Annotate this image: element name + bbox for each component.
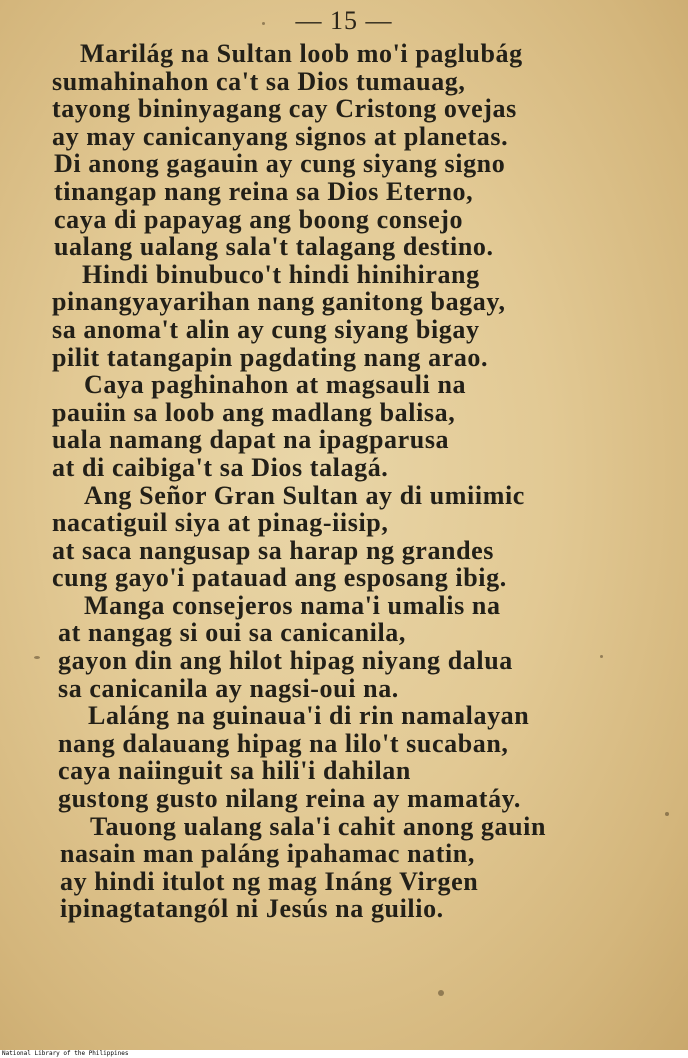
poem-line: caya naiinguit sa hili'i dahilan (58, 756, 411, 786)
poem-line: Tauong ualang sala'i cahit anong gauin (90, 811, 547, 841)
stanza (52, 261, 672, 371)
paper-speck (438, 990, 444, 996)
poem-line: ay may canicanyang signos at planetas. (52, 121, 509, 151)
poem-line: caya di papayag ang boong consejo (54, 204, 464, 234)
poem-line: nacatiguil siya at pinag-iisip, (52, 508, 389, 538)
poem-line: pauiin sa loob ang madlang balisa, (52, 397, 456, 427)
poem-line: nang dalauang hipag na lilo't sucaban, (58, 728, 509, 758)
poem-line: gustong gusto nilang reina ay mamatáy. (58, 784, 521, 814)
poem-line: tinangap nang reina sa Dios Eterno, (54, 176, 474, 206)
library-credit: National Library of the Philippines (2, 1050, 129, 1057)
paper-speck (262, 22, 265, 25)
poem-line: Manga consejeros nama'i umalis na (84, 590, 501, 620)
poem-line: Ang Señor Gran Sultan ay di umiimic (84, 480, 525, 510)
poem-line: tayong bininyagang cay Cristong ovejas (52, 94, 517, 124)
poem-line: ualang ualang sala't talagang destino. (54, 232, 494, 262)
poem-line: at di caibiga't sa Dios talagá. (52, 452, 389, 482)
poem-line: pinangyayarihan nang ganitong bagay, (52, 287, 506, 317)
poem-line: Di anong gagauin ay cung siyang signo (54, 149, 506, 179)
poem-line: ay hindi itulot ng mag Ináng Virgen (60, 866, 479, 896)
poem-line: uala namang dapat na ipagparusa (52, 425, 450, 455)
paper-speck (665, 812, 669, 816)
poem-line: at nangag si oui sa canicanila, (58, 618, 406, 648)
poem-line: nasain man paláng ipahamac natin, (60, 839, 475, 869)
paper-speck (34, 656, 40, 659)
page-number: — 15 — (295, 6, 393, 35)
poem-line: Hindi binubuco't hindi hinihirang (82, 259, 480, 289)
poem-line: ipinagtatangól ni Jesús na guilio. (60, 894, 444, 924)
poem-body (52, 40, 672, 923)
poem-line: cung gayo'i patauad ang esposang ibig. (52, 563, 507, 593)
poem-line: sa canicanila ay nagsi-oui na. (58, 673, 399, 703)
poem-line: Caya paghinahon at magsauli na (84, 370, 467, 400)
stanza (52, 702, 672, 812)
stanza (52, 371, 672, 481)
stanza (52, 482, 672, 592)
stanza (52, 813, 672, 923)
poem-line: pilit tatangapin pagdating nang arao. (52, 342, 489, 372)
poem-line: Marilág na Sultan loob mo'i paglubág (80, 39, 523, 68)
poem-line: sa anoma't alin ay cung siyang bigay (52, 314, 480, 344)
paper-speck (600, 655, 603, 658)
poem-line: Laláng na guinaua'i di rin namalayan (88, 701, 530, 731)
poem-line: gayon din ang hilot hipag niyang dalua (58, 646, 513, 676)
stanza (52, 150, 672, 260)
poem-line: at saca nangusap sa harap ng grandes (52, 535, 495, 565)
stanza (52, 592, 672, 702)
poem-line: sumahinahon ca't sa Dios tumauag, (52, 66, 466, 96)
stanza (52, 40, 672, 150)
